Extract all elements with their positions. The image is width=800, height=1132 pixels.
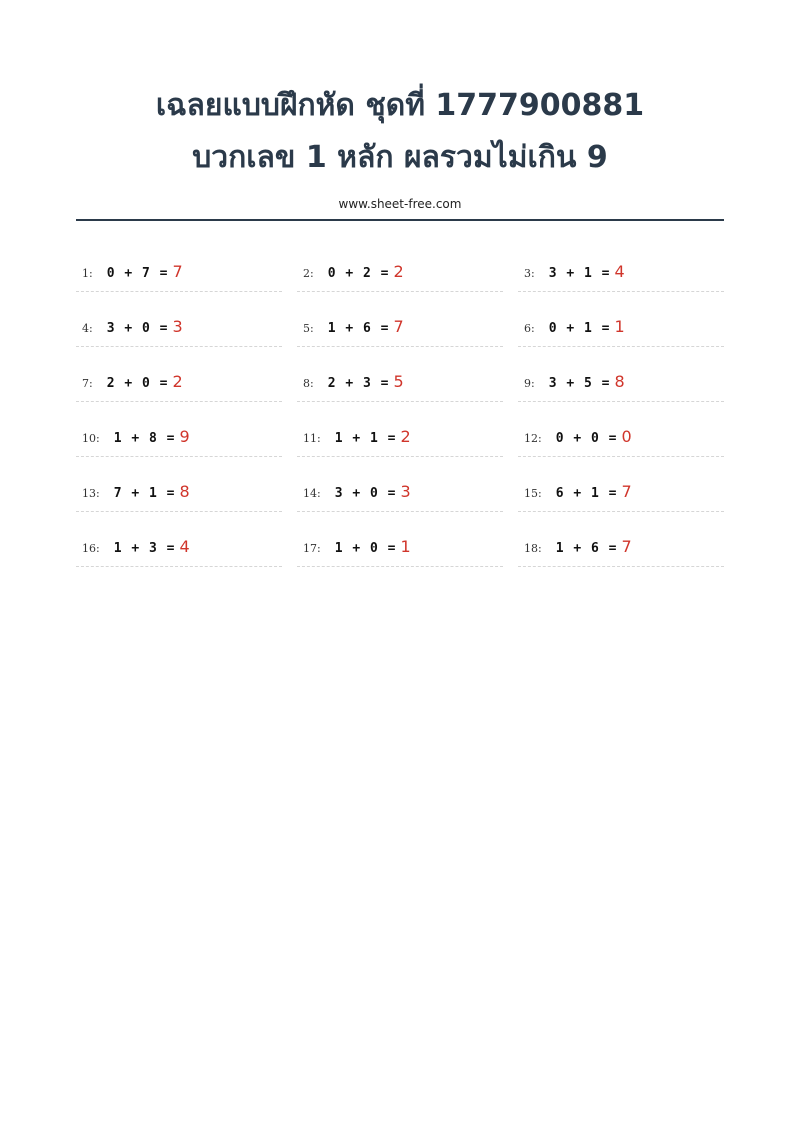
problem-expression: 1 + 8 = [113,431,176,446]
problem-answer: 1 [614,317,625,336]
page-title: เฉลยแบบฝึกหัด ชุดที่ 1777900881 [155,88,645,123]
problem-number: 9: [524,377,535,390]
problem-item [297,512,503,567]
problem-expression: 2 + 0 = [106,376,169,391]
problem-expression: 0 + 2 = [327,266,390,281]
problem-expression: 3 + 5 = [548,376,611,391]
problem-expression: 0 + 7 = [106,266,169,281]
problem-row [524,317,625,336]
problem-row [82,317,183,336]
problem-row [524,427,632,446]
problem-item [518,402,724,457]
problem-expression: 3 + 0 = [334,486,397,501]
problem-number: 10: [82,432,100,445]
problem-answer: 5 [393,372,404,391]
problem-answer: 4 [179,537,190,556]
problem-answer: 3 [172,317,183,336]
problem-item [518,292,724,347]
problem-answer: 3 [400,482,411,501]
problem-expression: 3 + 1 = [548,266,611,281]
problem-answer: 7 [393,317,404,336]
problem-item [297,237,503,292]
problem-expression: 3 + 0 = [106,321,169,336]
header-divider [76,219,724,221]
problem-answer: 2 [172,372,183,391]
problem-number: 15: [524,487,542,500]
problem-row [524,482,632,501]
problem-answer: 0 [621,427,632,446]
problem-answer: 7 [621,537,632,556]
problem-item [297,292,503,347]
problem-item [518,512,724,567]
problem-number: 5: [303,322,314,335]
problem-row [82,427,190,446]
page-subtitle: บวกเลข 1 หลัก ผลรวมไม่เกิน 9 [192,140,608,175]
problem-row [82,482,190,501]
problem-answer: 4 [614,262,625,281]
problem-number: 12: [524,432,542,445]
problem-expression: 1 + 3 = [113,541,176,556]
problem-number: 11: [303,432,321,445]
problem-item [297,457,503,512]
problem-row [82,262,183,281]
problem-row [303,482,411,501]
problem-number: 6: [524,322,535,335]
problem-item [297,347,503,402]
problem-row [524,537,632,556]
problem-expression: 7 + 1 = [113,486,176,501]
worksheet-header [76,80,724,212]
problem-row [524,372,625,391]
problem-item [76,237,282,292]
problem-answer: 7 [621,482,632,501]
problem-answer: 9 [179,427,190,446]
problem-number: 8: [303,377,314,390]
problem-expression: 1 + 0 = [334,541,397,556]
problem-row [82,537,190,556]
problem-row [303,262,404,281]
problem-answer: 8 [614,372,625,391]
problem-expression: 6 + 1 = [555,486,618,501]
problem-number: 2: [303,267,314,280]
website-label: www.sheet-free.com [338,197,462,211]
problem-answer: 8 [179,482,190,501]
problem-expression: 1 + 6 = [555,541,618,556]
problem-number: 7: [82,377,93,390]
problem-row [524,262,625,281]
problem-expression: 2 + 3 = [327,376,390,391]
problem-answer: 2 [400,427,411,446]
problem-row [303,537,411,556]
problem-answer: 7 [172,262,183,281]
problem-number: 3: [524,267,535,280]
problem-item [76,292,282,347]
problem-answer: 2 [393,262,404,281]
problem-item [76,402,282,457]
problem-item [297,402,503,457]
problem-item [518,237,724,292]
problem-number: 16: [82,542,100,555]
problem-expression: 0 + 0 = [555,431,618,446]
problem-item [76,512,282,567]
problem-row [303,372,404,391]
problem-expression: 0 + 1 = [548,321,611,336]
problem-expression: 1 + 6 = [327,321,390,336]
problem-item [76,457,282,512]
problem-number: 17: [303,542,321,555]
problem-grid [76,237,724,567]
problem-answer: 1 [400,537,411,556]
problem-item [76,347,282,402]
problem-row [82,372,183,391]
problem-expression: 1 + 1 = [334,431,397,446]
problem-item [518,347,724,402]
problem-number: 1: [82,267,93,280]
problem-row [303,317,404,336]
problem-number: 14: [303,487,321,500]
problem-number: 18: [524,542,542,555]
problem-number: 13: [82,487,100,500]
problem-row [303,427,411,446]
problem-number: 4: [82,322,93,335]
problem-item [518,457,724,512]
